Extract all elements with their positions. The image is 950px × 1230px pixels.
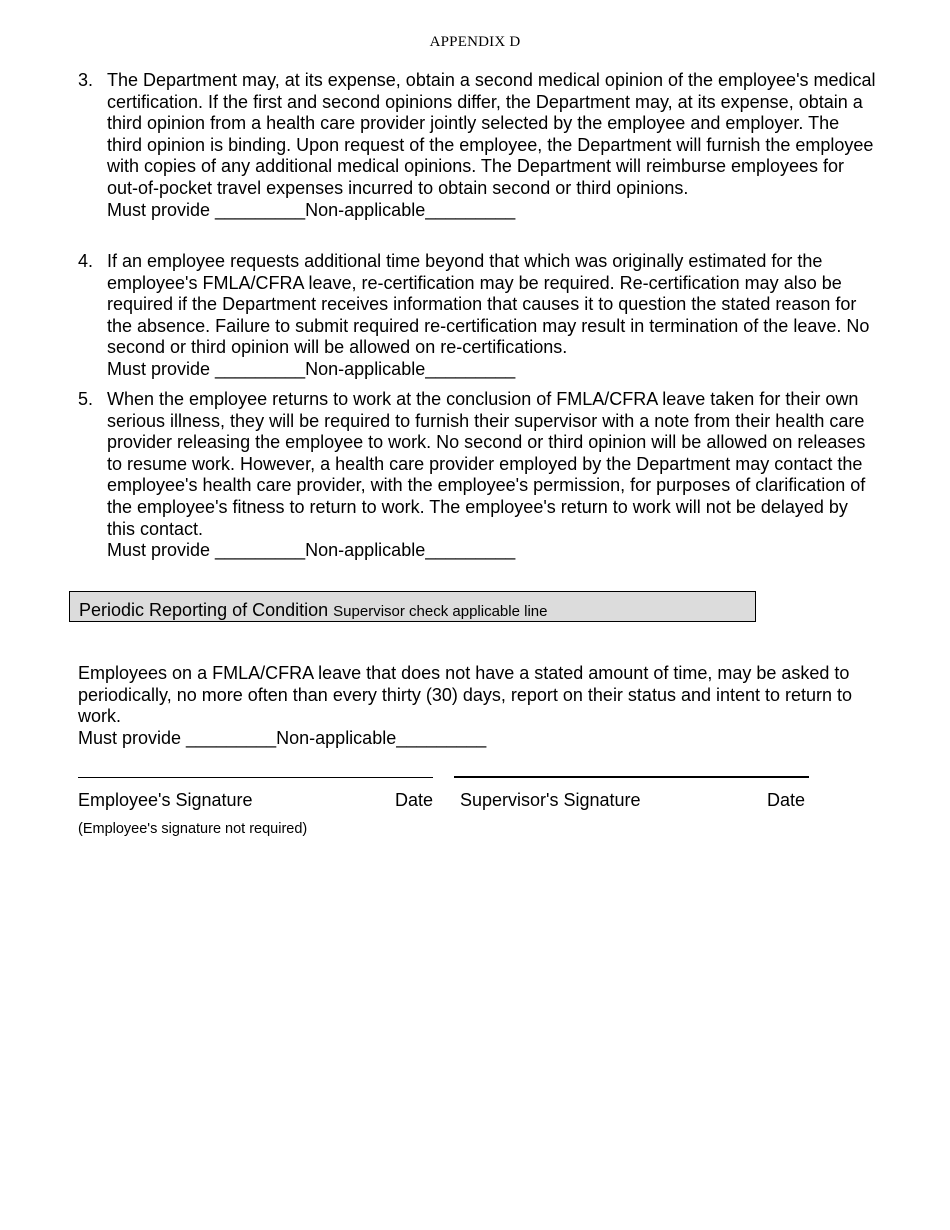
employee-signature-line[interactable]: [78, 777, 433, 778]
section-header-box: [69, 591, 756, 622]
item-number: 3.: [78, 70, 94, 90]
item-number: 5.: [78, 389, 94, 409]
section-title-text: Periodic Reporting of Condition: [79, 600, 329, 620]
employee-signature-label: Employee's Signature: [78, 790, 253, 810]
supervisor-signature-line[interactable]: [454, 776, 809, 778]
item-text: When the employee returns to work at the conclusion of FMLA/CFRA leave taken for their own serious illness, they will be required to furnish their supervisor with a note from their health care provider releasing the employee to work. No second or third opinion will be allowed on releases to resume work. However, a health care provider employed by the Department may contact the employee's health care provider, with the employee's permission, for purposes of clarification of the employee's fitness to return to work. The employee's return to work will not be delayed by this contact.: [107, 389, 866, 539]
periodic-text: Employees on a FMLA/CFRA leave that does not have a stated amount of time, may be asked to periodically, no more often than every thirty (30) days, report on their status and intent to return to work.: [78, 663, 853, 727]
list-item-5: [78, 389, 878, 562]
list-item-3: [78, 70, 878, 221]
supervisor-date-label: Date: [767, 790, 806, 810]
item-number: 4.: [78, 251, 94, 271]
periodic-reporting-text: [78, 663, 878, 749]
item-text: If an employee requests additional time beyond that which was originally estimated for the employee's FMLA/CFRA leave, re-certification may be required. Re-certification may also be required if the Department receives information that causes it to question the stated reason for the absence. Failure to submit required re-certification may result in termination of the leave. No second or third opinion will be allowed on re-certifications.: [107, 251, 870, 358]
must-provide-line[interactable]: Must provide _________Non-applicable_________: [78, 727, 487, 748]
must-provide-line[interactable]: Must provide _________Non-applicable_________: [107, 199, 516, 220]
employee-date-label: Date: [395, 790, 434, 810]
page-header: APPENDIX D: [429, 34, 521, 50]
supervisor-signature-label: Supervisor's Signature: [460, 790, 641, 810]
section-title: [79, 600, 547, 621]
signature-note: (Employee's signature not required): [78, 821, 308, 837]
item-text: The Department may, at its expense, obtain a second medical opinion of the employee's medical certification. If the first and second opinions differ, the Department may, at its expense, obtain a third opinion from a health care provider jointly selected by the employee and employer. The third opinion is binding. Upon request of the employee, the Department will furnish the employee with copies of any additional medical opinions. The Department will reimburse employees for out-of-pocket travel expenses incurred to obtain second or third opinions.: [107, 70, 876, 198]
section-subtitle: Supervisor check applicable line: [333, 603, 548, 620]
must-provide-line[interactable]: Must provide _________Non-applicable_________: [107, 540, 516, 561]
list-item-4: [78, 251, 878, 381]
must-provide-line[interactable]: Must provide _________Non-applicable_________: [107, 358, 516, 379]
